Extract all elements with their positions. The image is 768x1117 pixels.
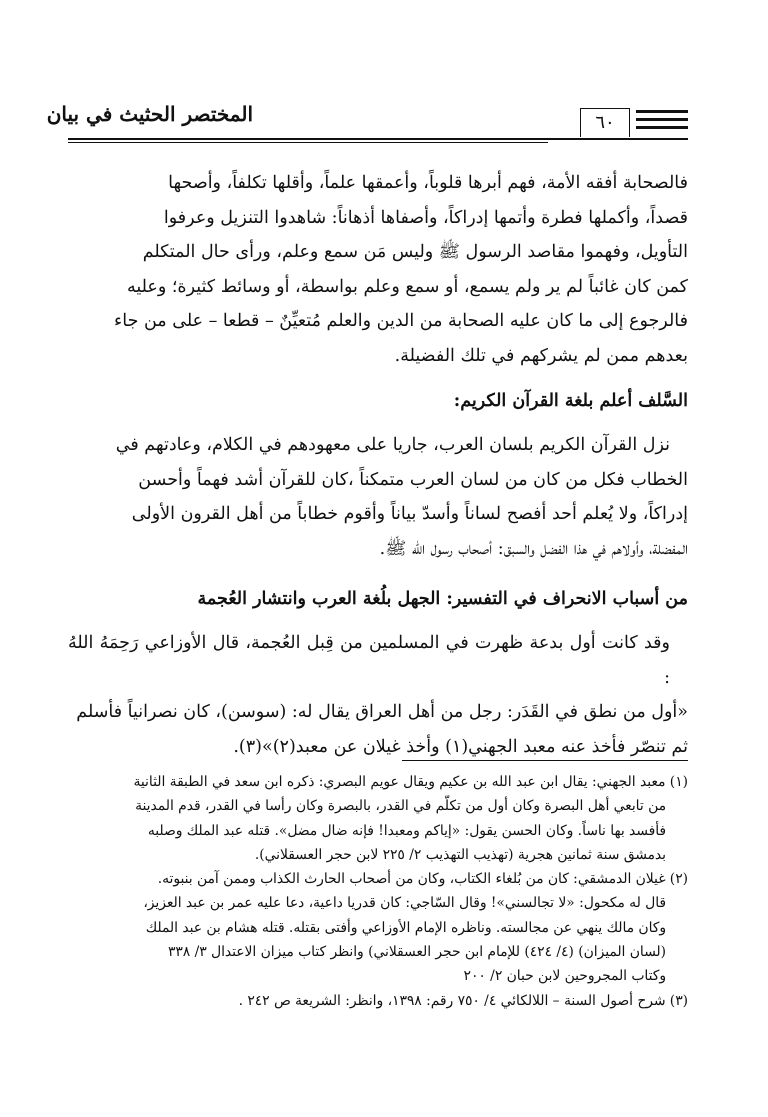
text-line: الخطاب فكل من كان من لسان العرب متمكناً ،كان للقرآن أشد فهماً وأحسن	[138, 469, 688, 490]
footnote-line: (لسان الميزان) (٤/ ٤٢٤) للإمام ابن حجر العسقلاني) وانظر كتاب ميزان الاعتدال ٣/ ٣٣٨	[167, 944, 666, 961]
footnote-line: وكتاب المجروحين لابن حبان ٢/ ٢٠٠	[463, 968, 666, 985]
footnote-line: من تابعي أهل البصرة وكان أول من تكلّم في القدر، بالبصرة وكان رأسا في القدر، قدم المدينة	[135, 798, 666, 815]
footnote-line: (٢) غيلان الدمشقي: كان من بُلغاء الكتاب، وكان من أصحاب الحارث الكذاب وممن آمن بنبوته.	[157, 871, 688, 888]
text-line: وقد كانت أول بدعة ظهرت في المسلمين من قِبل العُجمة، قال الأوزاعي رَحِمَهُ اللهُ :	[68, 633, 670, 688]
footnote-1	[66, 770, 688, 867]
text-line: فالصحابة أفقه الأمة، فهم أبرها قلوباً، وأعمقها علماً، وأقلها تكلفاً، وأصحها	[168, 173, 688, 193]
text-line: نزل القرآن الكريم بلسان العرب، جاريا على معهودهم في الكلام، وعادتهم في	[115, 435, 670, 455]
paragraph-3	[68, 626, 688, 764]
header-rule	[68, 138, 688, 140]
running-header	[46, 100, 688, 148]
text-line: «أول من نطق في القَدَر: رجل من أهل العراق يقال له: (سوسن)، كان نصرانياً فأسلم	[76, 702, 688, 722]
text-line: فالرجوع إلى ما كان عليه الصحابة من الدين والعلم مُتعيِّنٌ – قطعا – على من جاء	[114, 311, 688, 331]
running-header-title: المختصر الحثيث في بيان	[46, 102, 253, 126]
footnote-line: بدمشق سنة ثمانين هجرية (تهذيب التهذيب ٢/ ٢٢٥ لابن حجر العسقلاني).	[254, 846, 666, 863]
text-line: المفضلة، وأولاهم في هذا الفضل والسبق: أصحاب رسول الله ﷺ.	[379, 538, 688, 559]
header-rule-thin	[68, 142, 548, 143]
section-heading-salaf: السَّلف أعلم بلغة القرآن الكريم:	[453, 391, 688, 411]
section-heading-deviation: من أسباب الانحراف في التفسير: الجهل بلُغة العرب وانتشار العُجمة	[197, 589, 688, 609]
text-line: بعدهم ممن لم يشركهم في تلك الفضيلة.	[394, 345, 688, 366]
footnote-line: (٣) شرح أصول السنة – اللالكائي ٤/ ٧٥٠ رقم: ١٣٩٨، وانظر: الشريعة ص ٢٤٢ .	[238, 992, 688, 1009]
text-line: قصداً، وأكملها فطرة وأتمها إدراكاً، وأصفاها أذهاناً: شاهدوا التنزيل وعرفوا	[163, 207, 688, 228]
footnote-separator	[402, 760, 688, 761]
text-line: إدراكاً، ولا يُعلم أحد أفصح لساناً وأسدّ بياناً وأقوم خطاباً من أهل القرون الأولى	[131, 504, 688, 524]
footnote-line: (١) معبد الجهني: يقال ابن عبد الله بن عكيم ويقال عويم البصري: ذكره ابن سعد في الطبقة الثانية	[133, 774, 688, 790]
page-number: ٦٠	[580, 108, 630, 137]
footnote-3	[66, 989, 688, 1013]
footnote-line: قال له مكحول: «لا تجالسني»! وقال السّاجي: كان قدريا داعية، دعا عليه عمر بن عبد العزيز،	[143, 895, 666, 912]
text-line: كمن كان غائباً لم ير ولم يسمع، أو سمع وعلم بواسطة، أو وسائط كثيرة؛ وعليه	[126, 276, 688, 297]
footnote-line: وكان مالك ينهي عن مجالسته. وناظره الإمام الأوزاعي وأفتى بقتله. قتله هشام بن عبد الملك	[145, 919, 666, 936]
header-ornament-bars	[636, 110, 688, 134]
footnote-line: فأفسد بها ناساً. وكان الحسن يقول: «إياكم ومعبدا! فإنه ضال مضل». قتله عبد الملك وصلبه	[147, 822, 666, 839]
footnote-2	[66, 867, 688, 988]
paragraph-2	[68, 428, 688, 566]
paragraph-1	[68, 166, 688, 373]
footnotes	[66, 770, 688, 1013]
text-line: ثم تنصّر فأخذ عنه معبد الجهني(١) وأخذ غيلان عن معبد(٢)»(٣).	[233, 736, 688, 757]
text-line: التأويل، وفهموا مقاصد الرسول ﷺ وليس مَن سمع وعلم، ورأى حال المتكلم	[142, 242, 688, 262]
